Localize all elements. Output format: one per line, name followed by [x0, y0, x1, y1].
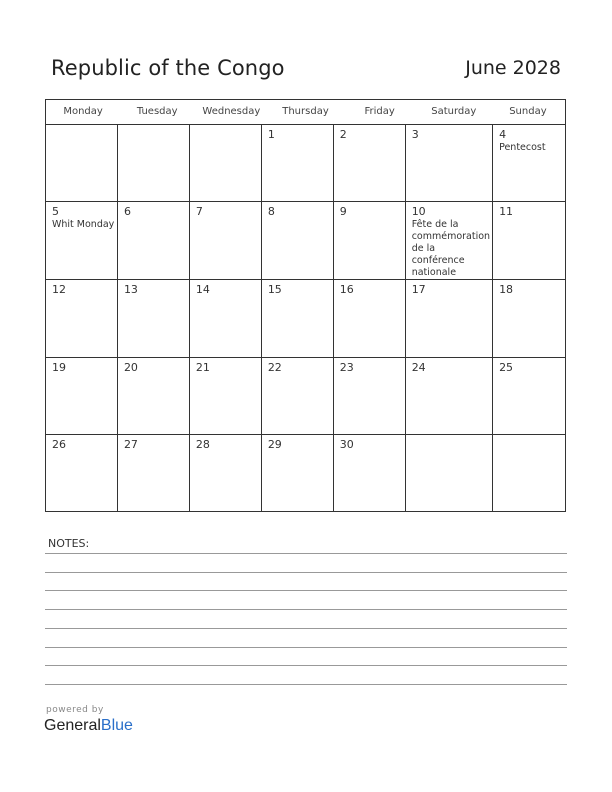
- day-cell: [406, 280, 493, 357]
- day-cell: [46, 435, 118, 512]
- day-cell: [190, 202, 262, 280]
- day-number: 9: [339, 205, 347, 219]
- day-cell: [46, 125, 118, 202]
- day-cell: [118, 435, 190, 512]
- day-cell: [190, 358, 262, 435]
- holiday-label: Pentecost: [499, 142, 546, 153]
- day-number: 12: [52, 283, 66, 297]
- weekday-header-row: [46, 100, 565, 125]
- calendar-body: [46, 125, 565, 512]
- day-cell: [118, 202, 190, 280]
- day-cell: [493, 125, 565, 202]
- notes-label: NOTES:: [48, 537, 90, 550]
- day-number: 25: [499, 360, 514, 374]
- day-cell: [334, 202, 406, 280]
- note-line: [45, 609, 567, 610]
- weekday-saturday: Saturday: [431, 106, 477, 117]
- note-line: [45, 684, 567, 685]
- day-cell: [46, 202, 118, 280]
- day-number: 5: [52, 205, 59, 219]
- day-cell: [262, 435, 334, 512]
- day-cell: [262, 358, 334, 435]
- day-cell: [190, 125, 262, 202]
- day-cell: [118, 125, 190, 202]
- day-cell: [334, 358, 406, 435]
- day-cell: [334, 280, 406, 357]
- day-number: 27: [123, 437, 138, 451]
- day-number: 15: [267, 283, 282, 297]
- day-number: 30: [339, 437, 354, 451]
- day-cell: [190, 435, 262, 512]
- day-cell: [406, 435, 493, 512]
- day-number: 19: [52, 360, 66, 374]
- weekday-sunday: Sunday: [509, 106, 547, 117]
- day-number: 3: [411, 128, 419, 141]
- day-cell: [262, 202, 334, 280]
- day-number: 20: [123, 360, 138, 374]
- day-cell: [190, 280, 262, 357]
- day-cell: [493, 435, 565, 512]
- holiday-label: Fête de la commémoration de la conférence nationale: [411, 219, 491, 279]
- day-number: 16: [339, 283, 354, 297]
- weekday-thursday: Thursday: [282, 106, 329, 117]
- day-number: 4: [499, 128, 507, 141]
- weekday-monday: Monday: [63, 106, 103, 117]
- day-number: 10: [411, 205, 426, 219]
- day-number: 17: [411, 283, 426, 297]
- day-number: 7: [195, 205, 203, 219]
- day-number: 11: [499, 205, 514, 219]
- day-cell: [493, 202, 565, 280]
- day-cell: [46, 358, 118, 435]
- day-cell: [493, 358, 565, 435]
- day-number: 14: [195, 283, 210, 297]
- note-line: [45, 665, 567, 666]
- day-number: 13: [123, 283, 138, 297]
- day-number: 1: [267, 128, 275, 141]
- day-number: 22: [267, 360, 282, 374]
- day-cell: [493, 280, 565, 357]
- note-line: [45, 590, 567, 591]
- day-number: 28: [195, 437, 210, 451]
- note-line: [45, 572, 567, 573]
- powered-by-text: powered by: [46, 705, 104, 715]
- note-line: [45, 553, 567, 554]
- day-cell: [118, 280, 190, 357]
- day-number: 23: [339, 360, 354, 374]
- day-cell: [406, 358, 493, 435]
- day-cell: [334, 125, 406, 202]
- day-cell: [262, 280, 334, 357]
- day-number: 24: [411, 360, 426, 374]
- day-number: 29: [267, 437, 282, 451]
- calendar-grid: [45, 99, 566, 512]
- weekday-tuesday: Tuesday: [136, 106, 178, 117]
- holiday-label: Whit Monday: [52, 219, 115, 231]
- weekday-friday: Friday: [364, 106, 395, 117]
- note-line: [45, 628, 567, 629]
- brand-general: General: [44, 717, 101, 734]
- day-number: 8: [267, 205, 275, 219]
- day-cell: [406, 125, 493, 202]
- day-cell: [46, 280, 118, 357]
- day-cell: [118, 358, 190, 435]
- calendar-country-title: Republic of the Congo: [51, 56, 285, 80]
- day-cell: [334, 435, 406, 512]
- day-number: 6: [123, 205, 131, 219]
- weekday-wednesday: Wednesday: [202, 106, 261, 117]
- day-number: 21: [195, 360, 210, 374]
- day-number: 26: [52, 437, 66, 451]
- calendar-month-title: June 2028: [465, 57, 561, 79]
- generalblue-logo: [44, 717, 133, 735]
- day-number: 18: [499, 283, 514, 297]
- day-cell: [262, 125, 334, 202]
- brand-blue: Blue: [100, 717, 133, 734]
- note-line: [45, 647, 567, 648]
- day-cell: [406, 202, 493, 280]
- day-number: 2: [339, 128, 347, 141]
